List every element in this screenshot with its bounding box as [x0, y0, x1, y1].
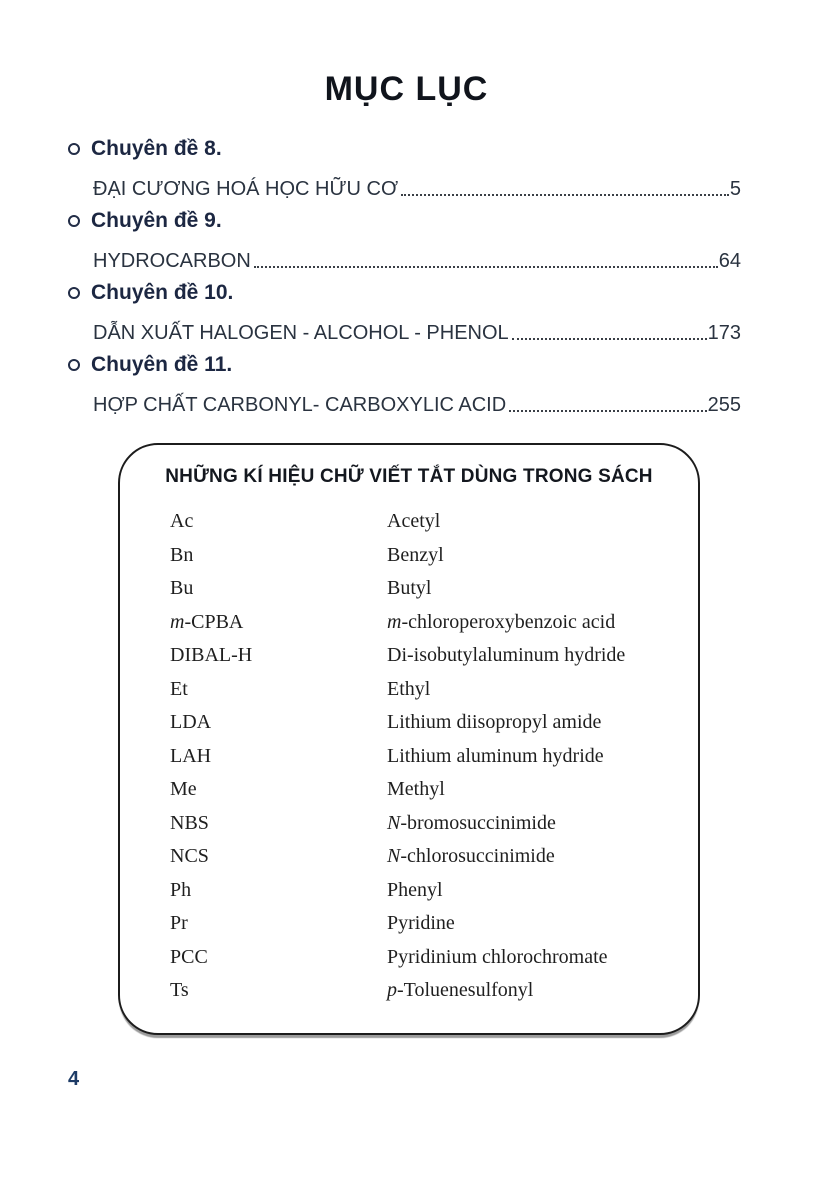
- abbr-text: Bn: [170, 543, 194, 566]
- abbreviation-symbol: [170, 879, 387, 902]
- meaning-text: Benzyl: [387, 543, 444, 566]
- abbreviation-symbol: [170, 912, 387, 935]
- toc-heading-label: Chuyên đề 8.: [91, 137, 222, 160]
- toc-entry-title: HỢP CHẤT CARBONYL- CARBOXYLIC ACID: [93, 394, 507, 416]
- abbreviation-meaning: [387, 778, 678, 801]
- abbr-text: NCS: [170, 845, 209, 868]
- toc-entry-title: DẪN XUẤT HALOGEN - ALCOHOL - PHENOL: [93, 322, 509, 344]
- meaning-text: -Toluenesulfonyl: [397, 979, 534, 1002]
- abbreviation-row: [170, 673, 678, 707]
- meaning-text: -bromosuccinimide: [400, 811, 556, 834]
- meaning-text: Ethyl: [387, 677, 431, 700]
- abbreviation-meaning: [387, 912, 678, 935]
- meaning-text: Di-isobutylaluminum hydride: [387, 644, 626, 667]
- abbreviations-title: NHỮNG KÍ HIỆU CHỮ VIẾT TẮT DÙNG TRONG SÁCH: [165, 466, 653, 487]
- abbr-text: Pr: [170, 912, 188, 935]
- abbreviation-symbol: [170, 979, 387, 1002]
- abbreviation-meaning: [387, 611, 678, 634]
- abbreviation-row: [170, 572, 678, 606]
- abbreviation-meaning: [387, 711, 678, 734]
- abbr-text: Ac: [170, 510, 194, 533]
- toc-entry-title: HYDROCARBON: [93, 250, 251, 272]
- abbr-text: Bu: [170, 577, 194, 600]
- abbreviation-row: [170, 807, 678, 841]
- abbreviations-list: [120, 505, 698, 1008]
- abbr-text: Ts: [170, 979, 189, 1002]
- dot-leader: [509, 410, 706, 412]
- abbreviation-row: [170, 840, 678, 874]
- abbreviation-row: [170, 606, 678, 640]
- abbreviation-meaning: [387, 577, 678, 600]
- meaning-italic-prefix: N: [387, 811, 401, 834]
- abbr-text: DIBAL-H: [170, 644, 253, 667]
- abbreviation-meaning: [387, 879, 678, 902]
- meaning-text: Pyridinium chlorochromate: [387, 945, 608, 968]
- circle-bullet-icon: [68, 287, 80, 299]
- abbreviation-meaning: [387, 812, 678, 835]
- meaning-text: Phenyl: [387, 878, 443, 901]
- abbreviation-meaning: [387, 745, 678, 768]
- abbreviation-symbol: [170, 544, 387, 567]
- abbr-text: LAH: [170, 744, 212, 767]
- toc-heading: [68, 275, 741, 311]
- abbreviations-box: [118, 443, 700, 1035]
- toc-entry: [68, 239, 741, 275]
- meaning-text: -chlorosuccinimide: [400, 845, 555, 868]
- toc-heading: [68, 347, 741, 383]
- toc-heading-label: Chuyên đề 11.: [91, 353, 233, 376]
- meaning-text: Methyl: [387, 778, 445, 801]
- abbreviation-meaning: [387, 510, 678, 533]
- abbreviation-meaning: [387, 644, 678, 667]
- meaning-text: Butyl: [387, 577, 432, 600]
- toc-heading: [68, 203, 741, 239]
- abbreviation-row: [170, 639, 678, 673]
- toc-heading-label: Chuyên đề 10.: [91, 281, 234, 304]
- toc-entry-page: 64: [718, 250, 741, 272]
- meaning-text: Lithium diisopropyl amide: [387, 711, 602, 734]
- abbr-text: Ph: [170, 878, 192, 901]
- abbreviation-row: [170, 974, 678, 1008]
- toc-entry-page: 173: [707, 322, 741, 344]
- abbreviation-meaning: [387, 845, 678, 868]
- abbreviation-meaning: [387, 678, 678, 701]
- toc-entry-page: 255: [707, 394, 741, 416]
- toc-entry: [68, 167, 741, 203]
- meaning-italic-prefix: m: [387, 610, 402, 633]
- abbreviation-symbol: [170, 611, 387, 634]
- abbreviation-meaning: [387, 946, 678, 969]
- toc-heading: [68, 131, 741, 167]
- abbreviation-meaning: [387, 979, 678, 1002]
- abbreviation-meaning: [387, 544, 678, 567]
- toc-entry: [68, 311, 741, 347]
- meaning-text: -chloroperoxybenzoic acid: [401, 610, 616, 633]
- abbreviation-symbol: [170, 678, 387, 701]
- abbreviation-row: [170, 773, 678, 807]
- abbreviation-symbol: [170, 644, 387, 667]
- abbr-text: -CPBA: [184, 610, 244, 633]
- abbreviation-symbol: [170, 812, 387, 835]
- circle-bullet-icon: [68, 143, 80, 155]
- dot-leader: [254, 266, 718, 268]
- abbreviation-symbol: [170, 845, 387, 868]
- abbreviation-symbol: [170, 745, 387, 768]
- dot-leader: [401, 194, 729, 196]
- abbreviation-symbol: [170, 577, 387, 600]
- toc-heading-label: Chuyên đề 9.: [91, 209, 222, 232]
- meaning-text: Pyridine: [387, 912, 455, 935]
- abbreviation-row: [170, 874, 678, 908]
- abbreviation-row: [170, 740, 678, 774]
- abbreviation-row: [170, 907, 678, 941]
- circle-bullet-icon: [68, 359, 80, 371]
- circle-bullet-icon: [68, 215, 80, 227]
- abbreviation-symbol: [170, 778, 387, 801]
- page-number: 4: [68, 1068, 80, 1090]
- meaning-text: Acetyl: [387, 510, 441, 533]
- toc-entry-title: ĐẠI CƯƠNG HOÁ HỌC HỮU CƠ: [93, 178, 399, 200]
- abbreviation-row: [170, 706, 678, 740]
- abbr-text: NBS: [170, 811, 209, 834]
- toc-entry-page: 5: [729, 178, 741, 200]
- abbreviation-symbol: [170, 711, 387, 734]
- abbreviation-row: [170, 941, 678, 975]
- page-title: MỤC LỤC: [324, 70, 489, 108]
- abbreviation-row: [170, 539, 678, 573]
- toc-entry: [68, 383, 741, 419]
- abbr-italic-prefix: m: [170, 610, 185, 633]
- abbr-text: Et: [170, 677, 188, 700]
- abbreviation-symbol: [170, 946, 387, 969]
- abbr-text: LDA: [170, 711, 212, 734]
- meaning-italic-prefix: p: [387, 979, 397, 1002]
- table-of-contents: [68, 131, 741, 419]
- abbr-text: Me: [170, 778, 197, 801]
- abbr-text: PCC: [170, 945, 208, 968]
- abbreviation-row: [170, 505, 678, 539]
- abbreviation-symbol: [170, 510, 387, 533]
- meaning-text: Lithium aluminum hydride: [387, 744, 604, 767]
- meaning-italic-prefix: N: [387, 845, 401, 868]
- dot-leader: [512, 338, 707, 340]
